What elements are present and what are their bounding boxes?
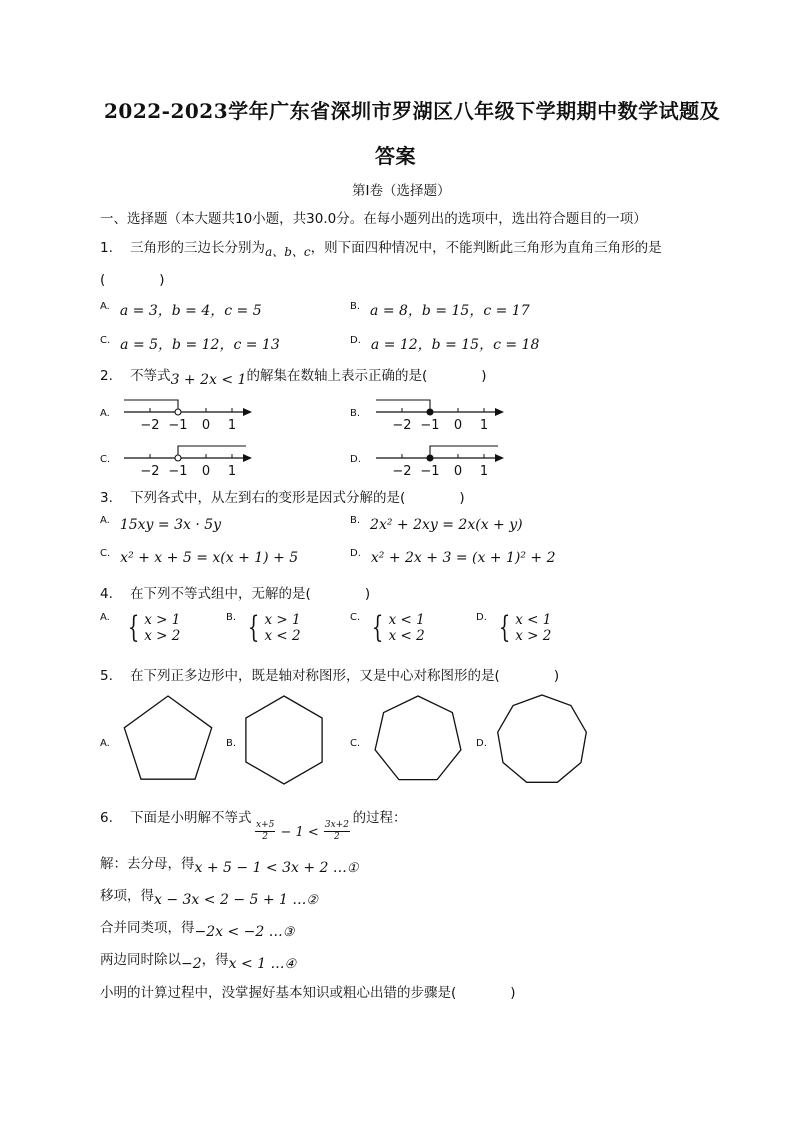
q5-option-d[interactable] [476,692,596,788]
solution-ray [430,446,498,458]
system-row: x < 2 [388,628,425,644]
tick-label: 1 [479,418,489,433]
option-label: C. [350,738,361,749]
step-expr: x − 3x < 2 − 5 + 1 … [154,892,307,908]
q6-step-1 [100,852,359,876]
inequality-system: { x < 1 x > 2 [499,610,552,645]
option-label: D. [350,454,361,465]
step-text: ，得 [201,952,229,968]
q6-text-b: 的过程： [352,810,407,826]
q3-option-d[interactable] [350,550,556,566]
q1-option-c[interactable] [100,334,280,354]
option-label: B. [226,738,237,749]
inequality-system: { x > 1 x < 2 [248,610,301,645]
q1-option-d[interactable] [350,334,539,354]
q3-text: 下列各式中，从左到右的变形是因式分解的是( ) [130,490,465,506]
option-text: 15xy = 3x · 5y [119,517,222,533]
step-expr: −2x < −2 … [194,924,283,940]
step-expr: x < 1 … [228,956,285,972]
closed-point [427,455,433,461]
arrow-head [243,454,252,462]
step-mark: ① [346,861,359,876]
question-5 [100,664,559,684]
option-label: A. [100,301,110,312]
tick-label: −1 [420,418,440,433]
step-mark: ④ [284,957,297,972]
system-row: x < 1 [388,612,425,628]
q6-inequality [255,820,350,843]
document-title-line2: 答案 [375,144,416,168]
open-point [175,455,181,461]
q1-text-b: ，则下面四种情况中，不能判断此三角形为直角三角形的是 [310,240,662,256]
tick-label: −2 [392,464,412,479]
system-row: x > 1 [264,612,301,628]
tick-label: −1 [168,418,188,433]
tick-label: 1 [227,418,237,433]
question-1 [100,236,662,259]
arrow-head [243,408,252,416]
system-row: x < 1 [515,612,552,628]
solution-ray [124,400,178,412]
closed-point [427,409,433,415]
q2-expr: 3 + 2x < 1 [170,372,247,388]
step-mark: ③ [282,925,295,940]
step-expr: x + 5 − 1 < 3x + 2 … [194,860,347,876]
q5-option-a[interactable] [100,692,220,788]
q4-option-b[interactable] [226,612,301,644]
q2-number: 2. [100,368,113,384]
q1-paren: ( ) [100,272,165,288]
number-line-c [122,442,282,482]
option-text: 2x² + 2xy = 2x(x + y) [370,517,523,533]
q1-vars: a、b、c [265,245,311,259]
option-label: B. [226,612,237,623]
tick-label: 0 [453,418,463,433]
option-label: D. [476,612,487,623]
number-line-a [122,396,282,436]
option-text: a = 12，b = 15，c = 18 [370,337,540,353]
q3-option-a[interactable] [100,517,221,533]
option-label: D. [476,738,487,749]
q6-step-2 [100,884,319,908]
q6-text-a: 下面是小明解不等式 [130,810,252,826]
tick-label: 0 [201,418,211,433]
q2-text-b: 的解集在数轴上表示正确的是( ) [246,368,487,384]
step-text: 两边同时除以 [100,952,181,968]
nonagon-shape [496,692,596,788]
option-label: A. [100,515,110,526]
q1-number: 1. [100,240,113,256]
solution-ray [178,446,246,458]
q4-option-a[interactable] [100,612,180,644]
number-line-d [374,442,534,482]
q3-option-b[interactable] [350,517,523,533]
inequality-system: { x < 1 x < 2 [372,610,425,645]
tick-label: −1 [168,464,188,479]
option-label: A. [100,612,110,623]
option-label: C. [350,612,361,623]
heptagon-shape [372,692,472,788]
step-text: 合并同类项，得 [100,920,195,936]
option-label: A. [100,738,110,749]
step-mark: ② [306,893,319,908]
pentagon-shape [120,692,220,788]
option-label: C. [100,454,111,465]
step-text: 解：去分母，得 [100,856,195,872]
q5-option-c[interactable] [350,692,470,788]
q4-option-c[interactable] [350,612,425,644]
arrow-head [495,454,504,462]
q6-step-4 [100,948,297,972]
open-point [175,409,181,415]
option-label: A. [100,408,110,419]
q1-option-b[interactable] [350,300,530,320]
q4-option-d[interactable] [476,612,551,644]
q1-option-a[interactable] [100,300,262,320]
system-row: x < 2 [264,628,301,644]
tick-label: 0 [453,464,463,479]
option-label: C. [100,548,111,559]
system-row: x > 1 [144,612,181,628]
tick-label: −1 [420,464,440,479]
option-text: x² + x + 5 = x(x + 1) + 5 [120,550,299,566]
option-text: a = 5，b = 12，c = 13 [120,337,280,353]
q5-text: 在下列正多边形中，既是轴对称图形，又是中心对称图形的是( ) [130,668,560,684]
option-label: D. [350,335,361,346]
q2-text-a: 不等式 [130,368,171,384]
option-label: D. [350,548,361,559]
q6-mid: − 1 < [280,825,319,840]
document-title-line1: 2022-2023学年广东省深圳市罗湖区八年级下学期期中数学试题及 [104,99,721,123]
step-expr: −2 [181,956,202,972]
q3-number: 3. [100,490,113,506]
option-label: C. [100,335,111,346]
q5-option-b[interactable] [226,692,336,788]
q6-step-3 [100,916,295,940]
tick-label: −2 [140,418,160,433]
step-text: 移项，得 [100,888,154,904]
q1-text-a: 三角形的三边长分别为 [130,240,266,256]
system-row: x > 2 [515,628,552,644]
tick-label: −2 [392,418,412,433]
question-4 [100,582,370,602]
section-title: 第I卷（选择题） [352,183,451,199]
part1-heading: 一、选择题（本大题共10小题，共30.0分。在每小题列出的选项中，选出符合题目的一项） [100,211,647,227]
option-text: a = 3，b = 4，c = 5 [119,303,262,319]
q5-number: 5. [100,668,113,684]
option-label: B. [350,515,361,526]
tick-label: −2 [140,464,160,479]
fraction: $\frac{3x+2}{2}$ [324,820,349,842]
option-text: x² + 2x + 3 = (x + 1)² + 2 [370,550,556,566]
inequality-system: { x > 1 x > 2 [127,610,181,645]
q6-number: 6. [100,810,113,826]
solution-ray [376,400,430,412]
tick-label: 0 [201,464,211,479]
option-label: B. [350,301,361,312]
q6-question: 小明的计算过程中，没掌握好基本知识或粗心出错的步骤是( ) [100,985,516,1001]
q4-number: 4. [100,586,113,602]
q3-option-c[interactable] [100,550,298,566]
fraction: $\frac{x+5}{2}$ [256,820,275,842]
question-3 [100,486,465,506]
tick-label: 1 [479,464,489,479]
q4-text: 在下列不等式组中，无解的是( ) [130,586,371,602]
option-label: B. [350,408,361,419]
system-row: x > 2 [144,628,181,644]
question-6 [100,806,407,826]
arrow-head [495,408,504,416]
hexagon-shape [244,692,334,788]
tick-label: 1 [227,464,237,479]
question-2 [100,364,487,388]
number-line-b [374,396,534,436]
option-text: a = 8，b = 15，c = 17 [370,303,530,319]
